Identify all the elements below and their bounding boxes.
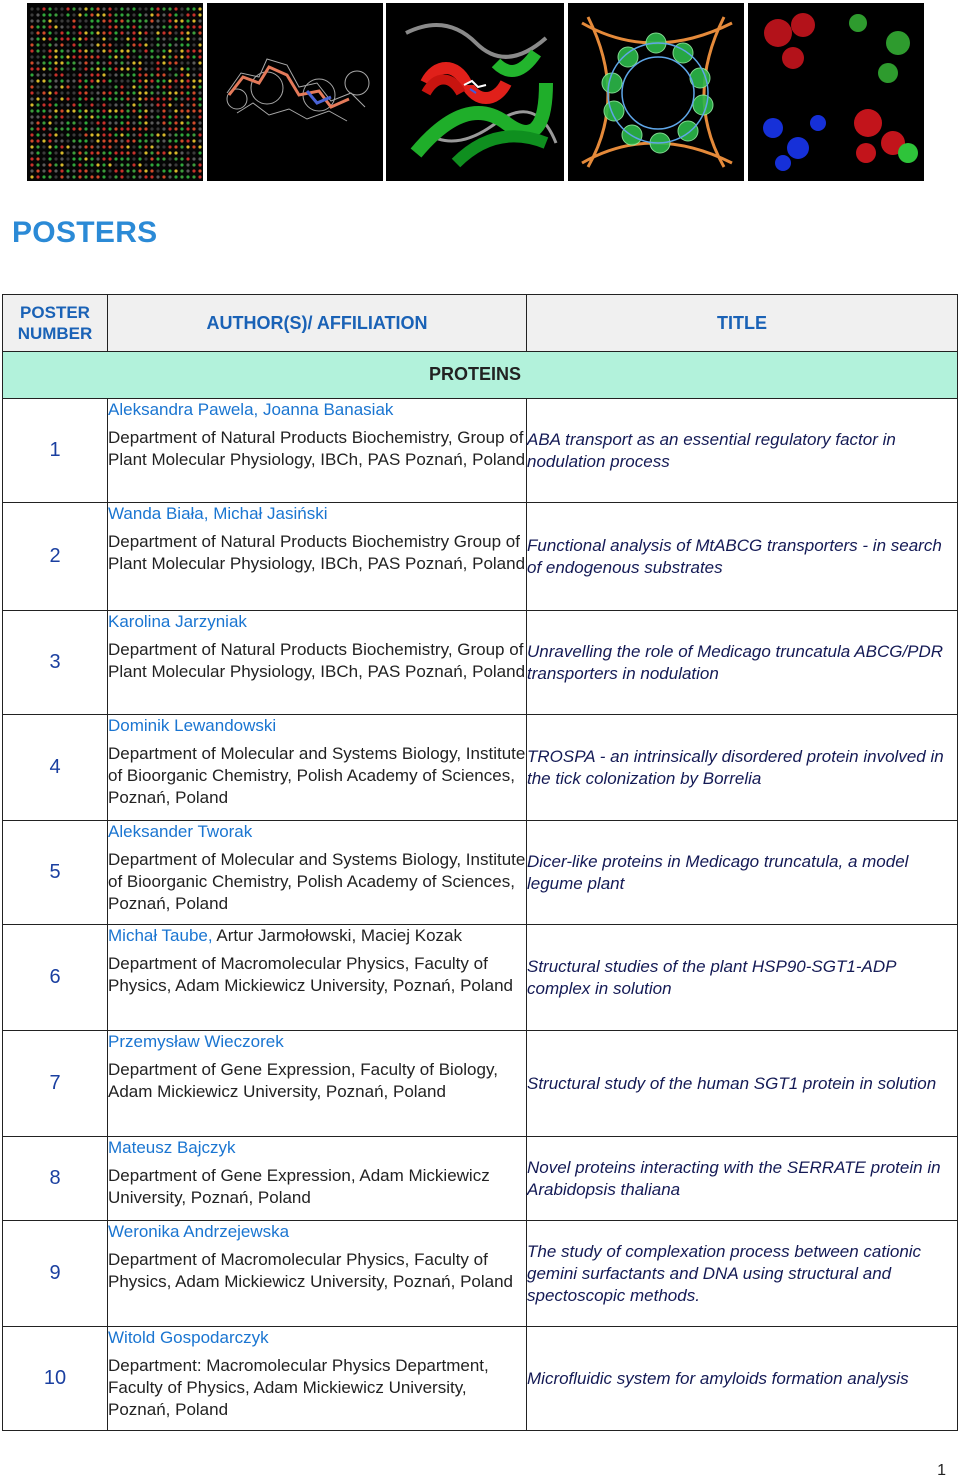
protein-ribbon-image (386, 3, 564, 181)
page-title: POSTERS (12, 216, 158, 249)
affiliation: Department of Macromolecular Physics, Faculty of Physics, Adam Mickiewicz University, Poznań, Poland (108, 954, 514, 995)
co-authors: Artur Jarmołowski, Maciej Kozak (212, 926, 462, 945)
table-row (3, 821, 958, 925)
presenting-author: Aleksander Tworak (108, 822, 253, 841)
poster-number: 9 (3, 1221, 108, 1327)
poster-number: 5 (3, 821, 108, 925)
presenting-author: Michał Taube, (108, 926, 213, 945)
header-title: TITLE (527, 295, 958, 352)
section-label: PROTEINS (429, 364, 522, 384)
author-affiliation-cell (108, 925, 527, 1031)
poster-number: 8 (3, 1137, 108, 1221)
author-names (108, 399, 526, 421)
affiliation: Department of Natural Products Biochemistry, Group of Plant Molecular Physiology, IBCh, PAS Poznań, Poland (108, 640, 526, 681)
table-row (3, 503, 958, 611)
author-affiliation-cell (108, 1221, 527, 1327)
table-row (3, 1031, 958, 1137)
poster-title: Functional analysis of MtABCG transporters - in search of endogenous substrates (527, 503, 958, 611)
poster-number: 10 (3, 1327, 108, 1431)
presenting-author: Karolina Jarzyniak (108, 612, 247, 631)
protein-ribbon-graphic (386, 3, 564, 181)
author-names (108, 925, 526, 947)
poster-number: 4 (3, 715, 108, 821)
affiliation: Department of Molecular and Systems Biology, Institute of Bioorganic Chemistry, Polish Academy of Sciences, Poznań, Poland (108, 850, 526, 913)
presenting-author: Mateusz Bajczyk (108, 1138, 236, 1157)
molecule-graphic (207, 3, 383, 181)
table-row (3, 399, 958, 503)
poster-number: 2 (3, 503, 108, 611)
dna-protein-graphic (568, 3, 744, 181)
table-row (3, 1137, 958, 1221)
affiliation: Department of Macromolecular Physics, Faculty of Physics, Adam Mickiewicz University, Poznań, Poland (108, 1250, 514, 1291)
microarray-image (27, 3, 203, 181)
poster-number: 6 (3, 925, 108, 1031)
author-names (108, 611, 526, 633)
presenting-author: Dominik Lewandowski (108, 716, 277, 735)
header-author-affiliation: AUTHOR(S)/ AFFILIATION (108, 295, 527, 352)
page-number: 1 (937, 1462, 946, 1479)
table-row (3, 1327, 958, 1431)
dna-protein-complex-image (568, 3, 744, 181)
poster-title: Microfluidic system for amyloids formation analysis (527, 1327, 958, 1431)
author-affiliation-cell (108, 399, 527, 503)
poster-title: ABA transport as an essential regulatory factor in nodulation process (527, 399, 958, 503)
table-row (3, 611, 958, 715)
affiliation: Department of Gene Expression, Faculty of Biology, Adam Mickiewicz University, Poznań, Poland (108, 1060, 498, 1101)
poster-title: Unravelling the role of Medicago truncatula ABCG/PDR transporters in nodulation (527, 611, 958, 715)
header-image-banner (27, 3, 924, 181)
author-names (108, 1031, 526, 1053)
presenting-author: Weronika Andrzejewska (108, 1222, 290, 1241)
header-poster-number: POSTER NUMBER (3, 295, 108, 352)
poster-number: 1 (3, 399, 108, 503)
posters-table (2, 294, 958, 1431)
author-names (108, 1137, 526, 1159)
poster-number: 7 (3, 1031, 108, 1137)
author-names (108, 1327, 526, 1349)
author-names (108, 715, 526, 737)
poster-number: 3 (3, 611, 108, 715)
author-names (108, 821, 526, 843)
author-affiliation-cell (108, 1137, 527, 1221)
presenting-author: Witold Gospodarczyk (108, 1328, 269, 1347)
table-header-row (3, 295, 958, 352)
table-row (3, 715, 958, 821)
fluorescent-cells-graphic (748, 3, 924, 181)
presenting-author: Aleksandra Pawela, Joanna Banasiak (108, 400, 394, 419)
affiliation: Department of Natural Products Biochemistry, Group of Plant Molecular Physiology, IBCh, PAS Poznań, Poland (108, 428, 526, 469)
section-row (3, 352, 958, 399)
poster-title: Structural study of the human SGT1 protein in solution (527, 1031, 958, 1137)
affiliation: Department of Molecular and Systems Biology, Institute of Bioorganic Chemistry, Polish Academy of Sciences, Poznań, Poland (108, 744, 526, 807)
author-names (108, 503, 526, 525)
poster-title: TROSPA - an intrinsically disordered protein involved in the tick colonization by Borrelia (527, 715, 958, 821)
molecular-structure-image (207, 3, 383, 181)
presenting-author: Przemysław Wieczorek (108, 1032, 284, 1051)
affiliation: Department of Gene Expression, Adam Mickiewicz University, Poznań, Poland (108, 1166, 490, 1207)
section-proteins (3, 352, 958, 399)
author-affiliation-cell (108, 503, 527, 611)
fluorescent-cells-image (748, 3, 924, 181)
author-names (108, 1221, 526, 1243)
poster-title: The study of complexation process between cationic gemini surfactants and DNA using structural and spectoscopic methods. (527, 1221, 958, 1327)
table-row (3, 925, 958, 1031)
table-row (3, 1221, 958, 1327)
presenting-author: Wanda Biała, Michał Jasiński (108, 504, 328, 523)
affiliation: Department of Natural Products Biochemistry Group of Plant Molecular Physiology, IBCh, PAS Poznań, Poland (108, 532, 526, 573)
poster-title: Structural studies of the plant HSP90-SGT1-ADP complex in solution (527, 925, 958, 1031)
microarray-graphic (27, 3, 203, 181)
author-affiliation-cell (108, 821, 527, 925)
author-affiliation-cell (108, 715, 527, 821)
author-affiliation-cell (108, 611, 527, 715)
poster-title: Novel proteins interacting with the SERRATE protein in Arabidopsis thaliana (527, 1137, 958, 1221)
author-affiliation-cell (108, 1327, 527, 1431)
poster-title: Dicer-like proteins in Medicago truncatula, a model legume plant (527, 821, 958, 925)
affiliation: Department: Macromolecular Physics Department, Faculty of Physics, Adam Mickiewicz University, Poznań, Poland (108, 1356, 489, 1419)
author-affiliation-cell (108, 1031, 527, 1137)
